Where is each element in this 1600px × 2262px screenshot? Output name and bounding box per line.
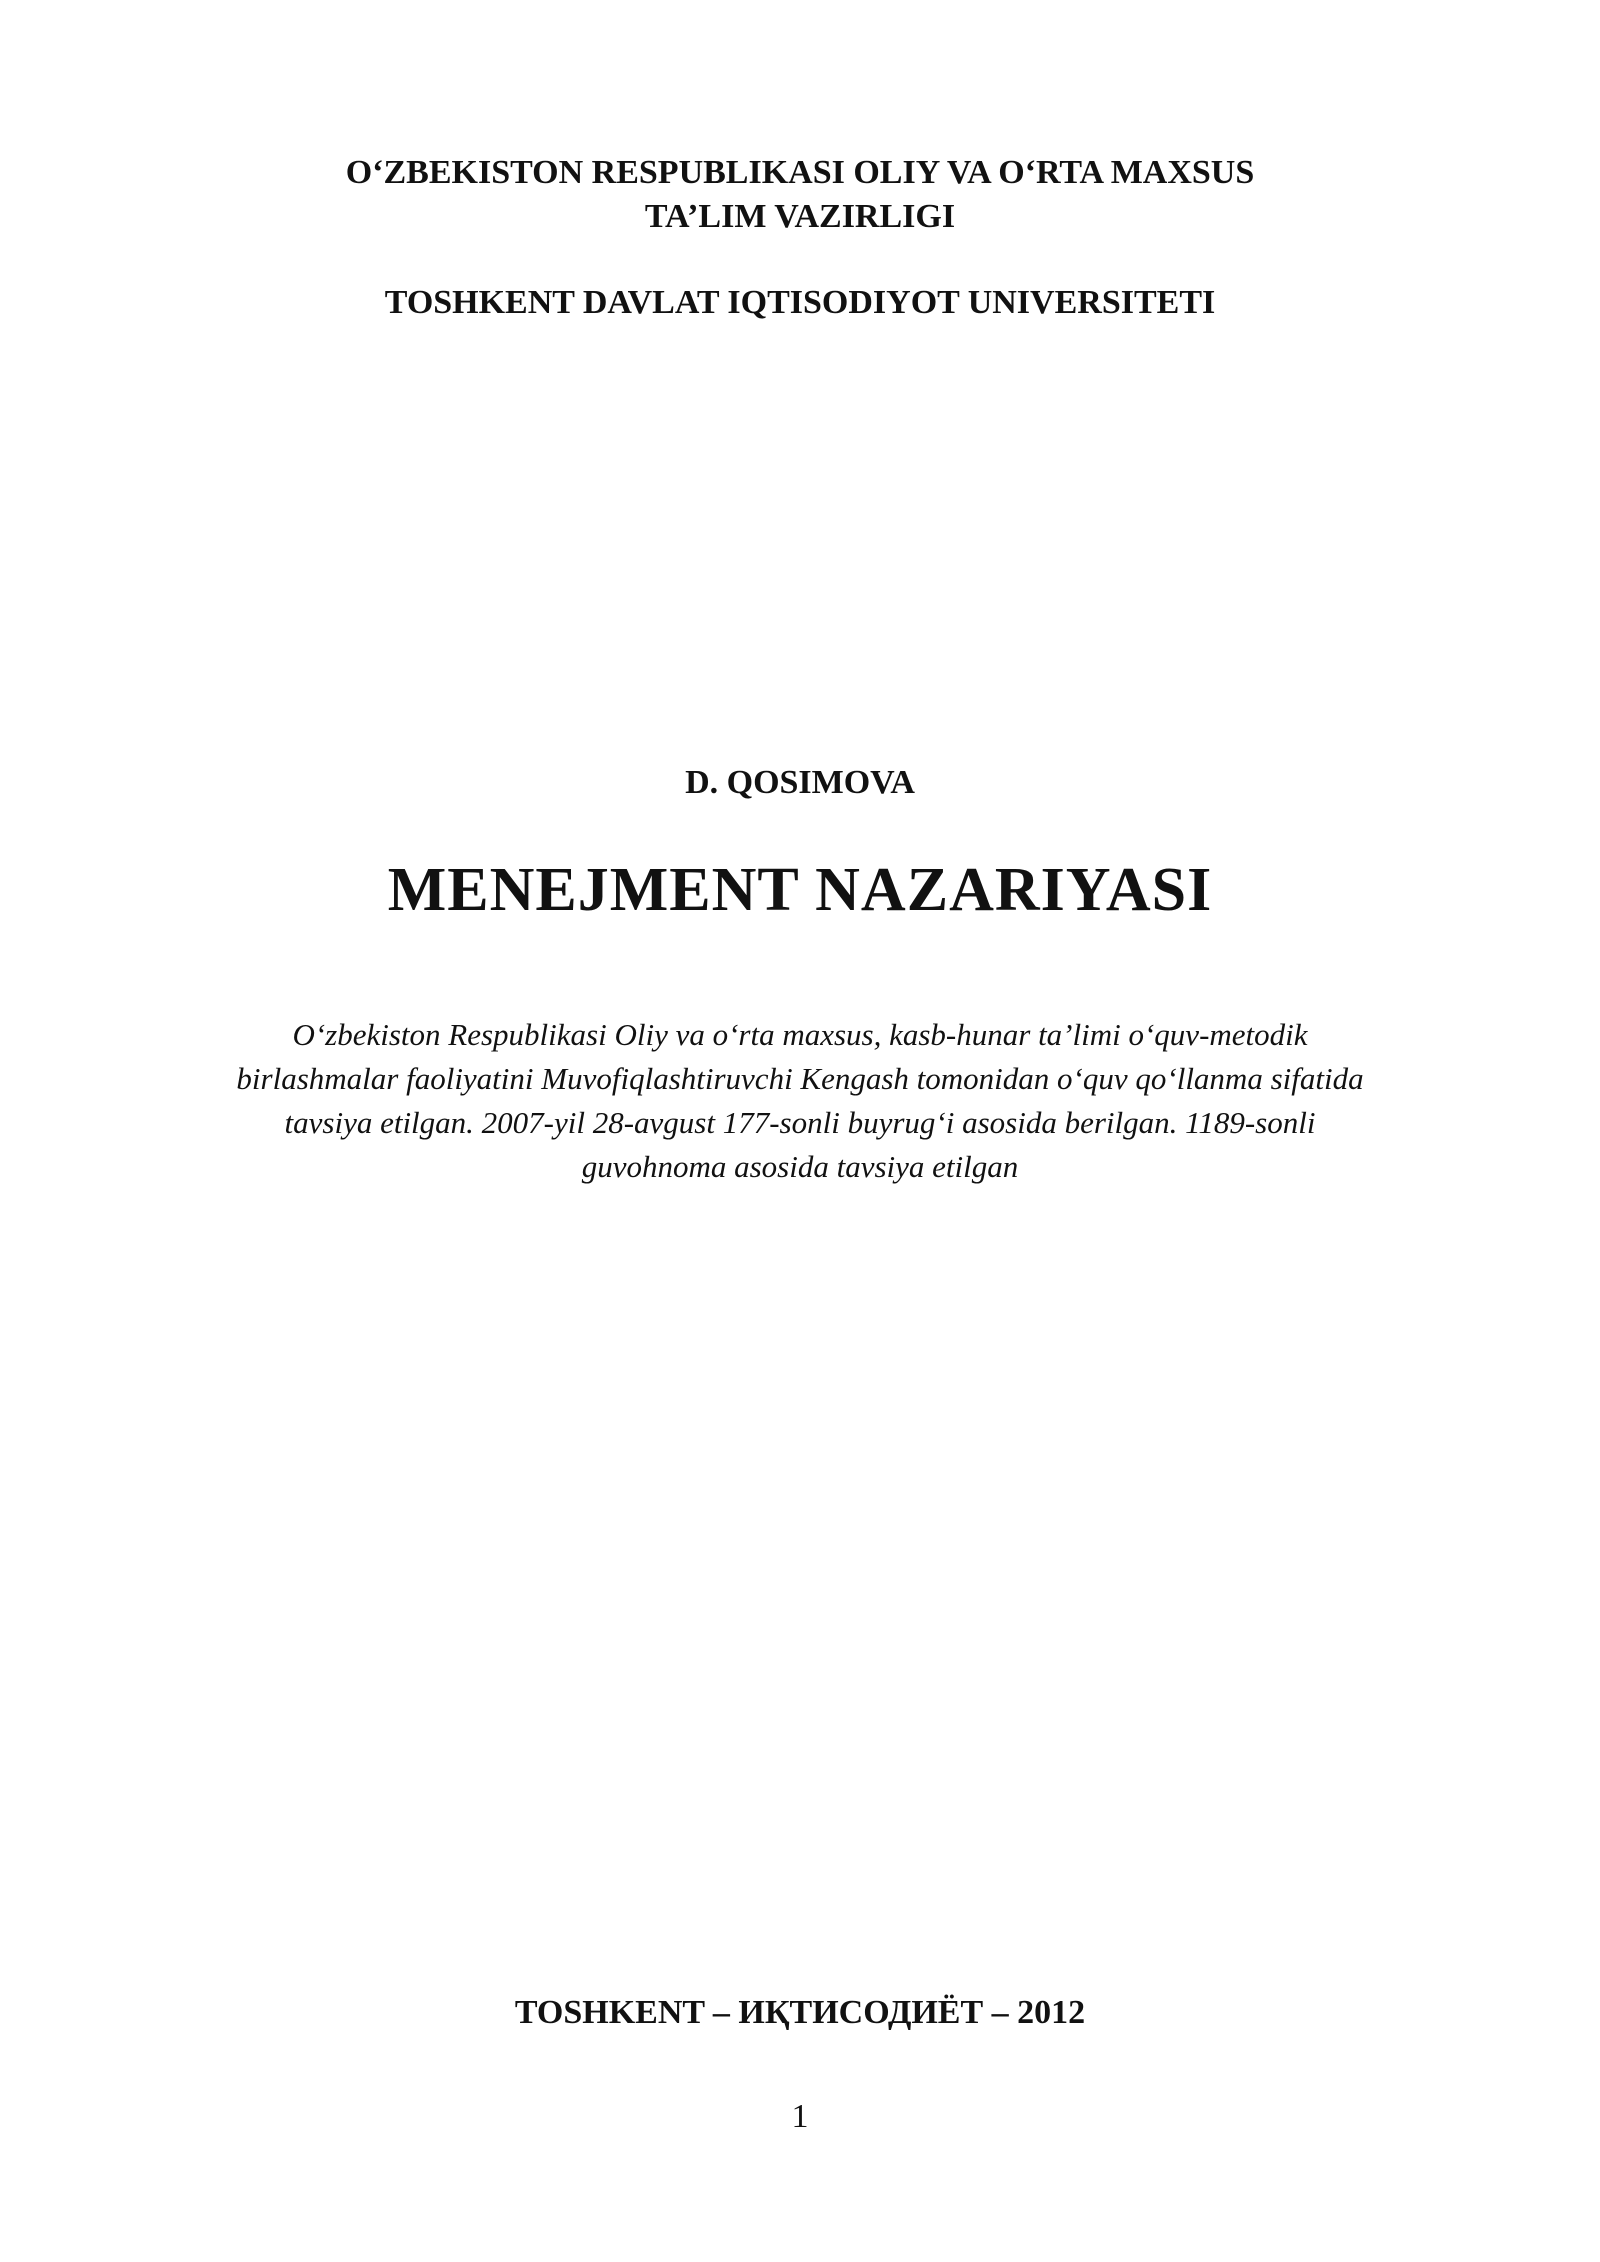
description-line: guvohnoma asosida tavsiya etilgan: [581, 1149, 1019, 1184]
description-line: O‘zbekiston Respublikasi Oliy va o‘rta maxsus, kasb-hunar ta’limi o‘quv-metodik: [292, 1017, 1308, 1052]
description-line: birlashmalar faoliyatini Muvofiqlashtiruvchi Kengash tomonidan o‘quv qo‘llanma sifatida: [236, 1061, 1364, 1096]
university-name: TOSHKENT DAVLAT IQTISODIYOT UNIVERSITETI: [384, 284, 1216, 321]
ministry-line-1: O‘ZBEKISTON RESPUBLIKASI OLIY VA O‘RTA MAXSUS: [345, 154, 1255, 191]
description-line: tavsiya etilgan. 2007-yil 28-avgust 177-sonli buyrug‘i asosida berilgan. 1189-sonli: [284, 1105, 1316, 1140]
author-name: D. QOSIMOVA: [685, 764, 915, 801]
page-number: 1: [791, 2098, 809, 2135]
imprint: TOSHKENT – ИҚТИСОДИЁТ – 2012: [514, 1994, 1086, 2031]
book-title: MENEJMENT NAZARIYASI: [387, 856, 1213, 924]
ministry-line-2: TA’LIM VAZIRLIGI: [644, 198, 956, 235]
